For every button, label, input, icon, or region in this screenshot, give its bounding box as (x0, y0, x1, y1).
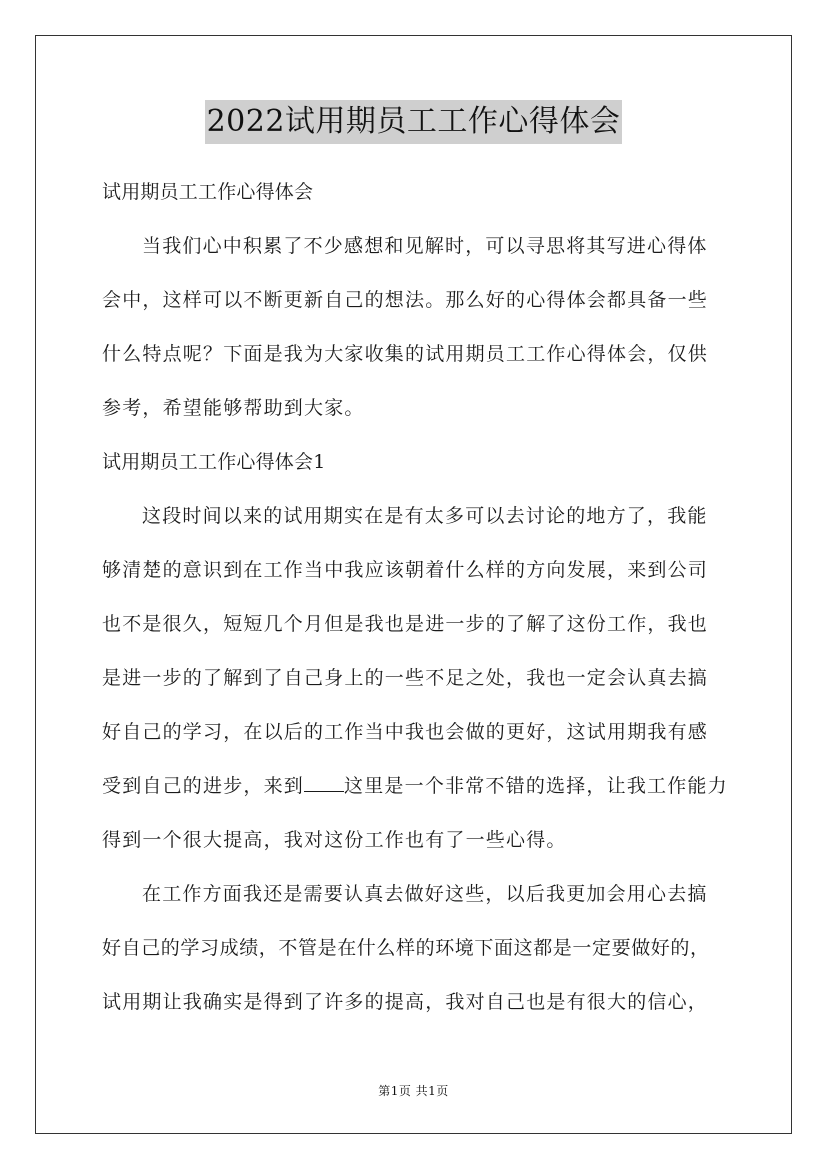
section-heading-1: 试用期员工工作心得体会1 (102, 451, 326, 473)
paragraph-line: 好自己的学习，在以后的工作当中我也会做的更好，这试用期我有感 (102, 721, 709, 743)
line-text-before-blank: 受到自己的进步，来到 (102, 775, 305, 797)
paragraph-line: 这段时间以来的试用期实在是有太多可以去讨论的地方了，我能 (142, 505, 708, 527)
page-footer: 第1页 共1页 (378, 1084, 449, 1098)
section-heading-intro: 试用期员工工作心得体会 (102, 181, 314, 203)
paragraph-line: 什么特点呢？下面是我为大家收集的试用期员工工作心得体会，仅供 (102, 343, 709, 365)
paragraph-line: 好自己的学习成绩，不管是在什么样的环境下面这都是一定要做好的， (102, 937, 710, 959)
paragraph-line: 是进一步的了解到了自己身上的一些不足之处，我也一定会认真去搞 (102, 667, 709, 689)
title-container (0, 100, 827, 144)
document-title: 2022试用期员工工作心得体会 (205, 100, 623, 144)
paragraph-line: 在工作方面我还是需要认真去做好这些，以后我更加会用心去搞 (142, 883, 708, 905)
paragraph-line: 够清楚的意识到在工作当中我应该朝着什么样的方向发展，来到公司 (102, 559, 709, 581)
paragraph-line: 试用期让我确实是得到了许多的提高，我对自己也是有很大的信心， (102, 991, 709, 1013)
fill-in-blank (304, 777, 344, 792)
paragraph-line-with-blank (102, 759, 742, 813)
line-text-after-blank: 这里是一个非常不错的选择，让我工作能力 (344, 775, 728, 797)
paragraph-line: 当我们心中积累了不少感想和见解时，可以寻思将其写进心得体 (142, 235, 708, 257)
paragraph-line: 参考，希望能够帮助到大家。 (102, 397, 365, 419)
paragraph-line: 也不是很久，短短几个月但是我也是进一步的了解了这份工作，我也 (102, 613, 709, 635)
paragraph-line: 会中，这样可以不断更新自己的想法。那么好的心得体会都具备一些 (102, 289, 709, 311)
paragraph-line: 得到一个很大提高，我对这份工作也有了一些心得。 (102, 829, 567, 851)
document-body (102, 165, 742, 1029)
